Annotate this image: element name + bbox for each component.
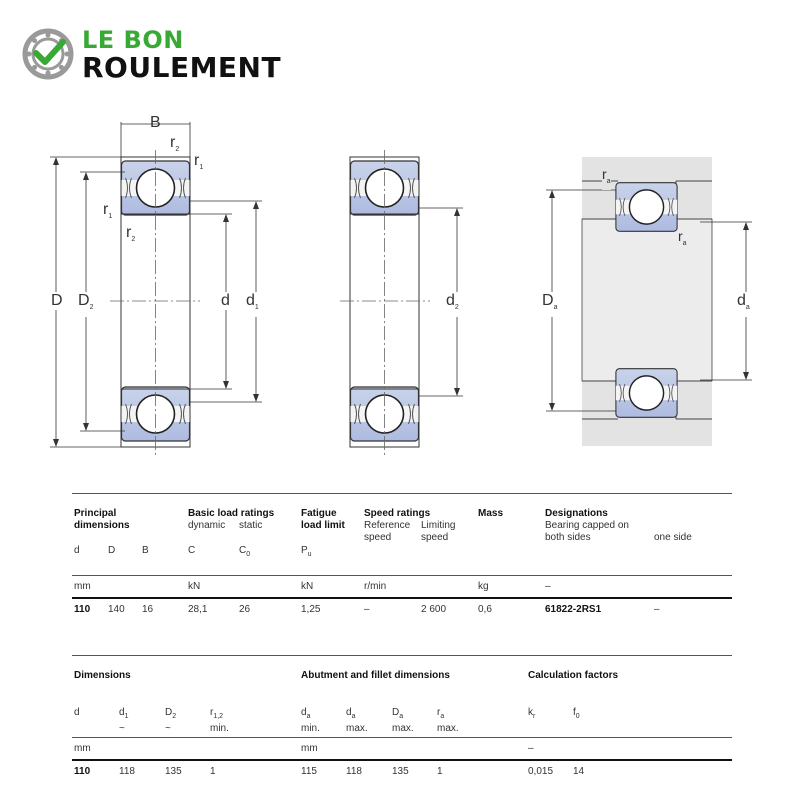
right-mounting-view bbox=[546, 157, 752, 446]
label-r1-top: $r_1$ bbox=[194, 152, 204, 172]
header-basic-load: Basic load ratings bbox=[188, 508, 275, 519]
header-dynamic: dynamic bbox=[188, 520, 226, 531]
label-ra-side: $r_a$ bbox=[678, 228, 687, 252]
unit-dash: – bbox=[545, 581, 551, 592]
symbol-r12: $r_{1,2}$ min. bbox=[210, 707, 229, 734]
symbol-C0: $C_0$ bbox=[239, 545, 251, 558]
cell-C0: 26 bbox=[239, 604, 251, 615]
unit-mm: mm bbox=[301, 743, 318, 754]
cell-designation: 61822-2RS1 bbox=[545, 604, 602, 615]
cell-reference-speed: – bbox=[364, 604, 370, 615]
cell-D2: 135 bbox=[165, 766, 182, 777]
label-D2: $D_2$ bbox=[78, 292, 93, 317]
symbol-ra-max: $r_a$ max. bbox=[437, 707, 459, 734]
cell-ra-max: 1 bbox=[437, 766, 443, 777]
header-one-side: one side bbox=[654, 532, 692, 543]
table-divider bbox=[72, 575, 732, 576]
symbol-Pu: $P_u$ bbox=[301, 545, 312, 558]
label-da: $d_a$ bbox=[737, 292, 750, 317]
unit-kN: kN bbox=[301, 581, 314, 592]
header-abutment: Abutment and fillet dimensions bbox=[301, 670, 450, 681]
cell-kr: 0,015 bbox=[528, 766, 554, 777]
header-principal: Principal dimensions bbox=[74, 508, 130, 531]
unit-kg: kg bbox=[478, 581, 489, 592]
cell-d: 110 bbox=[74, 604, 91, 615]
table-divider bbox=[72, 759, 732, 761]
symbol-d1: $d_1$ ~ bbox=[119, 707, 129, 734]
symbol-d: d bbox=[74, 707, 80, 718]
cell-one-side: – bbox=[654, 604, 660, 615]
middle-section-view bbox=[340, 150, 463, 455]
label-r1-inner: $r_1$ bbox=[103, 201, 113, 221]
symbol-C: C bbox=[188, 545, 196, 556]
header-calculation: Calculation factors bbox=[528, 670, 619, 681]
cell-mass: 0,6 bbox=[478, 604, 492, 615]
cell-d1: 118 bbox=[119, 766, 135, 777]
symbol-kr: $k_r$ bbox=[528, 707, 536, 720]
unit-mm: mm bbox=[74, 581, 91, 592]
cell-limiting-speed: 2 600 bbox=[421, 604, 447, 615]
cell-Pu: 1,25 bbox=[301, 604, 321, 615]
brand-name-line2: ROULEMENT bbox=[82, 51, 282, 84]
header-speed: Speed ratings bbox=[364, 508, 431, 519]
unit-mm: mm bbox=[74, 743, 91, 754]
header-fatigue: Fatigue load limit bbox=[301, 508, 345, 531]
table-divider bbox=[72, 597, 732, 599]
cell-Da-max: 135 bbox=[392, 766, 409, 777]
cell-D: 140 bbox=[108, 604, 125, 615]
label-B: B bbox=[150, 114, 161, 131]
header-dimensions: Dimensions bbox=[74, 670, 131, 681]
brand-name-line1: LE BON bbox=[82, 26, 184, 54]
symbol-da-max: $d_a$ max. bbox=[346, 707, 368, 734]
header-static: static bbox=[239, 520, 263, 531]
symbol-f0: $f_0$ bbox=[573, 707, 580, 720]
label-D: D bbox=[51, 292, 63, 309]
table-divider bbox=[72, 737, 732, 738]
brand-logo bbox=[22, 26, 302, 86]
label-d1: $d_1$ bbox=[246, 292, 259, 317]
bearing-check-icon bbox=[22, 28, 74, 80]
cell-da-min: 115 bbox=[301, 766, 317, 777]
symbol-d: d bbox=[74, 545, 80, 556]
label-r2-inner: $r_2$ bbox=[126, 224, 136, 244]
header-reference: Reference speed bbox=[364, 520, 411, 543]
symbol-B: B bbox=[142, 545, 149, 556]
header-mass: Mass bbox=[478, 508, 504, 519]
table-divider bbox=[72, 493, 732, 494]
cell-r12: 1 bbox=[210, 766, 216, 777]
table-divider bbox=[72, 655, 732, 656]
bearing-drawing bbox=[0, 100, 800, 460]
label-r2-top: $r_2$ bbox=[170, 134, 180, 154]
symbol-Da-max: $D_a$ max. bbox=[392, 707, 414, 734]
header-limiting: Limiting speed bbox=[421, 520, 456, 543]
left-section-view bbox=[50, 122, 262, 455]
symbol-D: D bbox=[108, 545, 116, 556]
unit-rmin: r/min bbox=[364, 581, 387, 592]
label-ra-top: $r_a$ bbox=[602, 166, 611, 190]
header-capped: Bearing capped on both sides bbox=[545, 520, 629, 543]
label-d2: $d_2$ bbox=[446, 292, 459, 317]
label-Da: $D_a$ bbox=[542, 292, 557, 317]
cell-da-max: 118 bbox=[346, 766, 362, 777]
header-designations: Designations bbox=[545, 508, 608, 519]
label-d: d bbox=[221, 292, 230, 309]
cell-d: 110 bbox=[74, 766, 91, 777]
cell-B: 16 bbox=[142, 604, 154, 615]
cell-f0: 14 bbox=[573, 766, 585, 777]
unit-kN: kN bbox=[188, 581, 201, 592]
symbol-da-min: $d_a$ min. bbox=[301, 707, 320, 734]
unit-dash: – bbox=[528, 743, 534, 754]
symbol-D2: $D_2$ ~ bbox=[165, 707, 177, 734]
cell-C: 28,1 bbox=[188, 604, 208, 615]
